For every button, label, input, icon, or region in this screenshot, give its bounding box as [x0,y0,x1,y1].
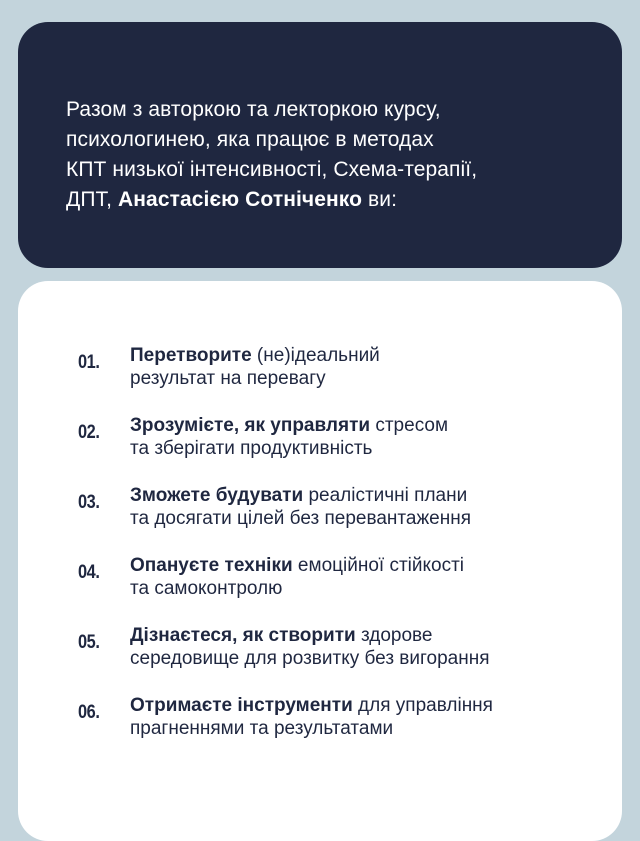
item-number: 04. [78,562,100,583]
item-second-line: результат на перевагу [130,368,326,389]
item-second-line: та досягати цілей без перевантаження [130,508,472,529]
item-rest-text: здорове [355,625,433,646]
benefit-item-6 [18,694,622,764]
benefit-item-2 [18,414,622,484]
benefit-item-1 [18,344,622,414]
intro-line-4-suffix: ви: [362,188,398,211]
item-number: 03. [78,492,100,513]
benefit-item-5 [18,624,622,694]
item-rest-text: для управління [352,695,493,716]
item-bold-text: Дізнаєтеся, як створити [130,625,356,646]
item-bold-text: Отримаєте інструменти [130,695,353,716]
benefits-card [18,281,622,841]
item-number: 02. [78,422,100,443]
item-bold-text: Зможете будувати [130,485,304,506]
item-number: 01. [78,352,100,373]
intro-line-4-prefix: ДПТ, [66,188,118,211]
item-text [130,484,590,530]
intro-text [66,95,582,215]
item-rest-text: реалістичні плани [303,485,468,506]
intro-line-1: Разом з авторкою та лекторкою курсу, [66,98,441,121]
item-second-line: середовище для розвитку без вигорання [130,648,490,669]
item-second-line: та самоконтролю [130,578,283,599]
intro-card [18,22,622,268]
item-bold-text: Зрозумієте, як управляти [130,415,371,436]
item-text [130,414,590,460]
item-text [130,624,590,670]
item-text [130,694,590,740]
item-number: 05. [78,632,100,653]
item-rest-text: (не)ідеальний [251,345,380,366]
item-second-line: прагненнями та результатами [130,718,394,739]
item-text [130,344,590,390]
intro-line-2: психологинею, яка працює в методах [66,128,434,151]
item-number: 06. [78,702,100,723]
item-rest-text: стресом [370,415,449,436]
lecturer-name: Анастасією Сотніченко [118,188,363,211]
intro-line-3: КПТ низької інтенсивності, Схема-терапії, [66,158,478,181]
benefits-list [18,344,622,764]
benefit-item-3 [18,484,622,554]
item-bold-text: Перетворите [130,345,252,366]
item-text [130,554,590,600]
benefit-item-4 [18,554,622,624]
item-second-line: та зберігати продуктивність [130,438,373,459]
item-bold-text: Опануєте техніки [130,555,293,576]
item-rest-text: емоційної стійкості [292,555,465,576]
